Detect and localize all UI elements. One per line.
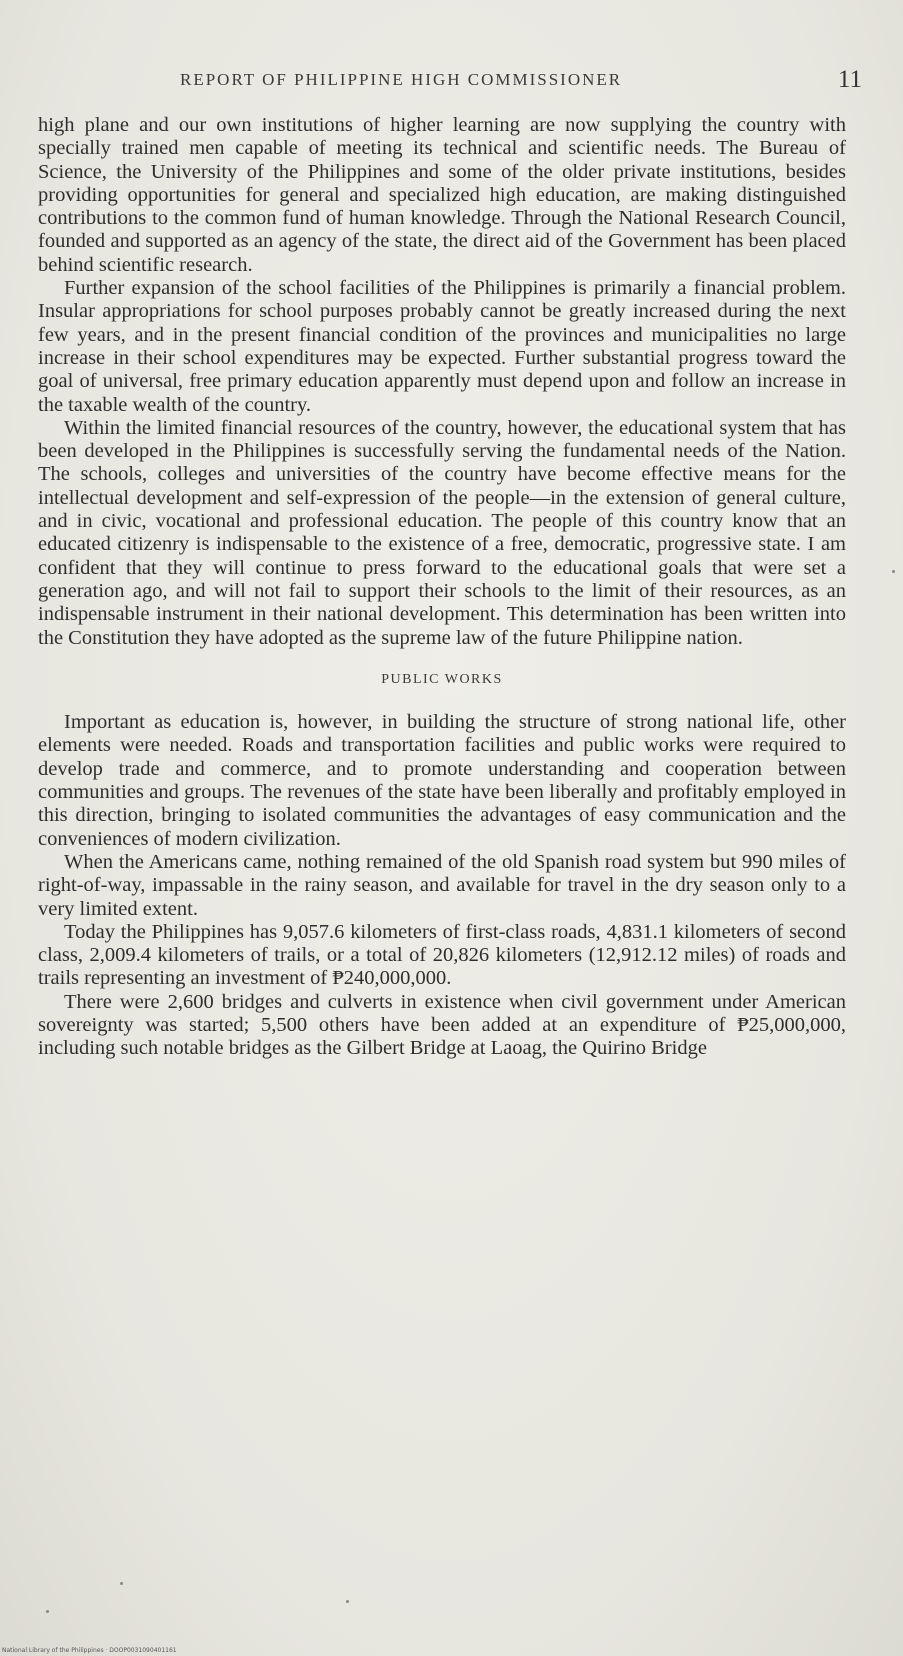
page-header	[120, 66, 890, 106]
paper-speck	[892, 570, 895, 573]
paper-speck	[120, 1582, 123, 1585]
paragraph: high plane and our own institutions of higher learning are now supplying the country with specially trained men capable of meeting its technical and scientific needs. The Bureau of Science, the University of the Philippines and some of the older private institutions, besides providing opportunities for general and specialized high education, are making distinguished contributions to the common fund of human knowledge. Through the National Research Council, founded and supported as an agency of the state, the direct aid of the Government has been placed behind scientific research.	[38, 114, 846, 276]
paragraph: There were 2,600 bridges and culverts in existence when civil government under American sovereignty was started; 5,500 others have been added at an expenditure of ₱25,000,000, including such notable bridges as the Gilbert Bridge at Laoag, the Quirino Bridge	[38, 990, 846, 1060]
paper-speck	[346, 1600, 349, 1603]
page-number: 11	[837, 66, 862, 93]
paragraph: Further expansion of the school facilities of the Philippines is primarily a financial problem. Insular appropriations for school purposes probably cannot be greatly increased during the next few years, and in the present financial condition of the provinces and municipalities no large increase in their school expenditures may be expected. Further substantial progress toward the goal of universal, free primary education apparently must depend upon and follow an increase in the taxable wealth of the country.	[38, 277, 846, 416]
body-text	[38, 114, 846, 1061]
section-heading: PUBLIC WORKS	[381, 671, 503, 687]
scan-credit: National Library of the Philippines · DOOP0031090401161	[2, 1647, 177, 1654]
paragraph: Important as education is, however, in building the structure of strong national life, other elements were needed. Roads and transportation facilities and public works were required to develop trade and commerce, and to promote understanding and cooperation between communities and groups. The revenues of the state have been liberally and profitably employed in this direction, bringing to isolated communities the advantages of easy communication and the conveniences of modern civilization.	[38, 711, 846, 850]
paper-speck	[46, 1610, 49, 1613]
paragraph: Today the Philippines has 9,057.6 kilometers of first-class roads, 4,831.1 kilometers of second class, 2,009.4 kilometers of trails, or a total of 20,826 kilometers (12,912.12 miles) of roads and trails representing an investment of ₱240,000,000.	[38, 920, 846, 990]
paragraph: When the Americans came, nothing remained of the old Spanish road system but 990 miles of right-of-way, impassable in the rainy season, and available for travel in the dry season only to a very limited extent.	[38, 850, 846, 920]
paragraph: Within the limited financial resources of the country, however, the educational system that has been developed in the Philippines is successfully serving the fundamental needs of the Nation. The schools, colleges and universities of the country have become effective means for the intellectual development and self-expression of the people—in the extension of general culture, and in civic, vocational and professional education. The people of this country know that an educated citizenry is indispensable to the existence of a free, democratic, progressive state. I am confident that they will continue to press forward to the educational goals that were set a generation ago, and will not fail to support their schools to the limit of their resources, as an indispensable instrument in their national development. This determination has been written into the Constitution they have adopted as the supreme law of the future Philippine nation.	[38, 416, 846, 649]
running-head: REPORT OF PHILIPPINE HIGH COMMISSIONER	[180, 70, 623, 89]
